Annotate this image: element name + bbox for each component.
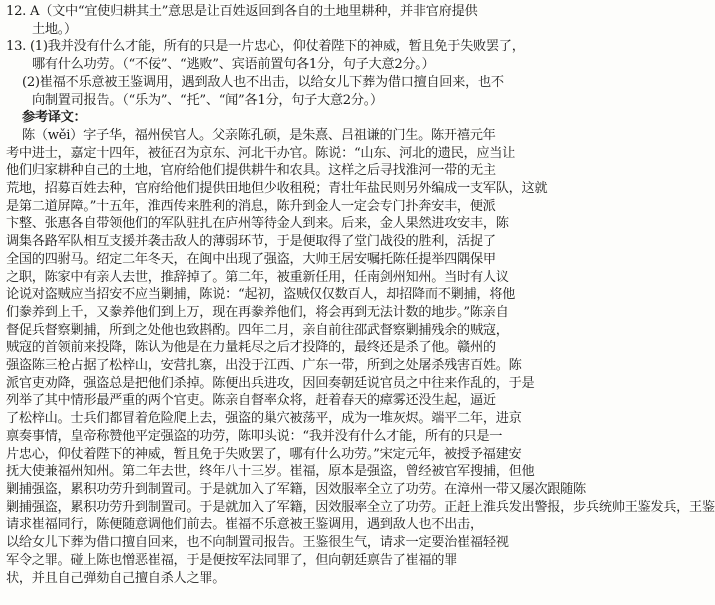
section-heading: 参考译文： <box>22 110 87 126</box>
text-line: 之职，陈家中有亲人去世，推辞掉了。第二年，被重新任用，任南剑州知州。当时有人议 <box>6 269 509 285</box>
text-line: 13. (1)我并没有什么才能，所有的只是一片忠心，仰仗着陛下的神威，暂且免于失败罢了， <box>6 39 525 55</box>
text-line: 禀奏事情，皇帝称赞他平定强盗的功劳，陈叩头说：“我并没有什么才能，所有的只是一 <box>6 428 503 444</box>
text-line: 们豢养到上千，又豢养他们到上万，现在再豢养他们，将会再到无法计数的地步。”陈亲自 <box>6 304 509 320</box>
text-line: 以给女儿下葬为借口擅自回来，也不向制置司报告。王鉴很生气，请求一定要治崔福轻视 <box>6 535 509 551</box>
text-line: 抚大使兼福州知州。第二年去世，终年八十三岁。崔福，原本是强盗，曾经被官军搜捕，但他 <box>6 464 535 480</box>
text-line: 强盗陈三枪占据了松梓山，安营扎寨，出没于江西、广东一带，所到之处屠杀残害百姓。陈 <box>6 358 522 374</box>
text-line: 请求崔福同行，陈便随意调他们前去。崔福不乐意被王鉴调用，遇到敌人也不出击， <box>6 517 483 533</box>
text-line: 陈（wěi）字子华，福州侯官人。父亲陈孔硕，是朱熹、吕祖谦的门生。陈开禧元年 <box>22 127 496 143</box>
text-line: 向制置司报告。（“乐为”、“托”、“闻”各1分，句子大意2分。） <box>32 92 383 108</box>
text-line: 卞整、张惠各自带领他们的军队驻扎在庐州等待金人到来。后来，金人果然进攻安丰，陈 <box>6 216 509 232</box>
text-line: 土地。） <box>32 21 77 37</box>
text-line: 哪有什么功劳。（“不佞”、“逃败”、宾语前置句各1分，句子大意2分。） <box>32 57 435 73</box>
text-line: 是第二道屏障。”十五年，淮西传来胜利的消息，陈升到金人一定会专门扑奔安丰，便派 <box>6 198 496 214</box>
text-line: 列举了其中情形最严重的两个官吏。陈亲自督率众将，赶着春天的瘴雾还没生起，逼近 <box>6 393 496 409</box>
text-line: 论说对盗贼应当招安不应当剿捕，陈说：“起初，盗贼仅仅数百人，却招降而不剿捕，将他 <box>6 287 516 303</box>
text-line: 调集各路军队相互支援并袭击敌人的薄弱环节，于是便取得了堂门战役的胜利，活捉了 <box>6 234 496 250</box>
text-line: 状，并且自己弹劾自己擅自杀人之罪。 <box>6 570 226 586</box>
text-line: 军令之罪。碰上陈也憎恶崔福，于是便按军法同罪了，但向朝廷禀告了崔福的罪 <box>6 552 458 568</box>
text-line: 他们归家耕种自己的土地，官府给他们提供耕牛和农具。这样之后寻找淮河一带的无主 <box>6 163 496 179</box>
text-line: 督促兵督察剿捕，所到之处他也致斟酌。四年二月，亲自前往邵武督察剿捕残余的贼寇， <box>6 322 509 338</box>
text-line: 了松梓山。士兵们都冒着危险爬上去，强盗的巢穴被荡平，成为一堆灰烬。端平二年，进京 <box>6 411 522 427</box>
text-line: 剿捕强盗，累积功劳升到制置司。于是就加入了军籍，因效服率全立了功劳。正赶上淮兵发出警报，步兵统帅王鉴发兵，王鉴 <box>6 499 715 515</box>
text-line: 贼寇的首领前来投降，陈认为他是在力量耗尽之后才投降的，最终还是杀了他。赣州的 <box>6 340 496 356</box>
text-line: 荒地，招募百姓去种，官府给他们提供田地但少收租税；青壮年盐民则另外编成一支军队，这就 <box>6 181 548 197</box>
text-line: (2)崔福不乐意被王鉴调用，遇到敌人也不出击，以给女儿下葬为借口擅自回来，也不 <box>22 74 504 90</box>
text-line: 12. A（文中“宜使归耕其土”意思是让百姓返回到各自的土地里耕种，并非官府提供 <box>6 4 478 19</box>
text-line: 考中进士，嘉定十四年，被征召为京东、河北干办官。陈说：“山东、河北的遗民，应当让 <box>6 145 516 161</box>
text-line: 剿捕强盗，累积功劳升到制置司。于是就加入了军籍，因效服率全立了功劳。在漳州一带又屡次跟随陈 <box>6 481 586 497</box>
text-line: 片忠心，仰仗着陛下的神威，暂且免于失败罢了，哪有什么功劳。”宋定元年，被授予福建安 <box>6 446 522 462</box>
text-line: 派官吏劝降，强盗总是把他们杀掉。陈便出兵进攻，因回奏朝廷说官员之中往来作乱的，于是 <box>6 375 535 391</box>
text-line: 全国的四驸马。绍定二年冬天，在闽中出现了强盗，大帅王居安嘱托陈任提举四隅保甲 <box>6 251 496 267</box>
